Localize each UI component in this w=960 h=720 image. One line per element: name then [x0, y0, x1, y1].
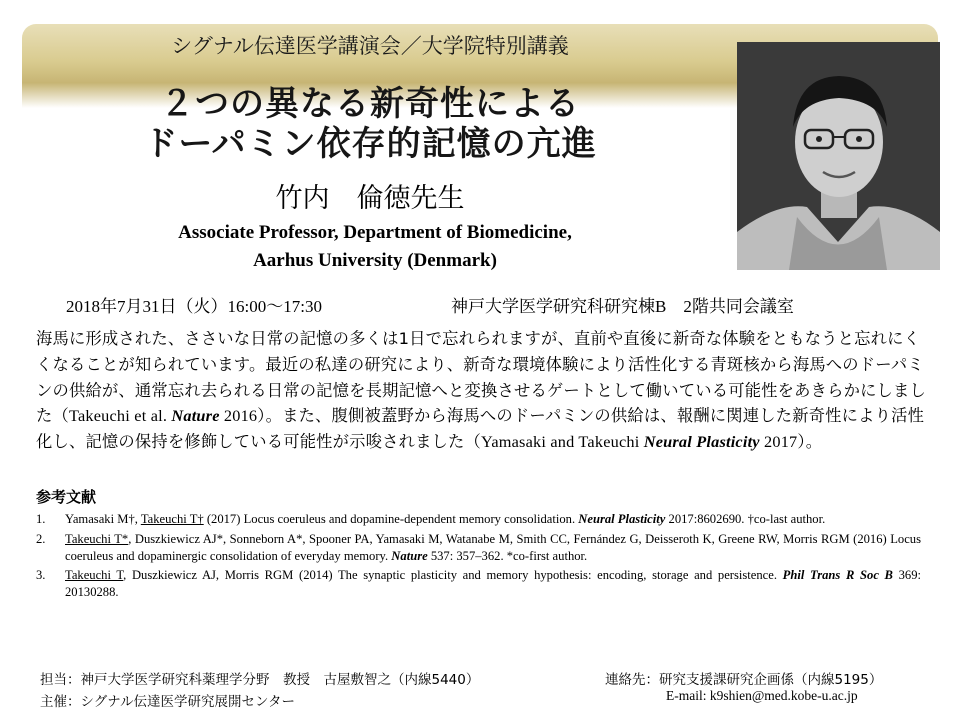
- reference-tail: 2017:8602690. †co-last author.: [665, 512, 826, 526]
- citation2-authors: Yamasaki and Takeuchi: [481, 432, 644, 452]
- reference-item: [36, 531, 921, 565]
- series-title: シグナル伝達医学講演会／大学院特別講義: [171, 34, 569, 58]
- reference-body: (2017) Locus coeruleus and dopamine-dependent memory consolidation.: [203, 512, 579, 526]
- reference-self-author: Takeuchi T†: [140, 512, 204, 526]
- event-venue: 神戸大学医学研究科研究棟B 2階共同会議室: [451, 297, 794, 316]
- references-heading: 参考文献: [36, 488, 97, 506]
- reference-authors: Yamasaki M†,: [65, 512, 141, 526]
- reference-number: 3.: [36, 568, 46, 583]
- reference-tail: 369: 20130288.: [65, 568, 921, 600]
- reference-self-author: Takeuchi T: [65, 568, 124, 583]
- citation2-year: 2017: [759, 432, 798, 452]
- affiliation-line1: Associate Professor, Department of Biomedicine,: [178, 222, 572, 243]
- reference-item: [36, 511, 921, 528]
- reference-journal: Neural Plasticity: [578, 512, 666, 526]
- reference-item: [36, 567, 921, 601]
- reference-self-author: Takeuchi T*: [65, 531, 129, 546]
- speaker-portrait-image: [737, 42, 940, 270]
- contact-email[interactable]: E-mail: k9shien@med.kobe-u.ac.jp: [666, 688, 858, 703]
- lecture-title-line1: ２つの異なる新奇性による: [160, 84, 580, 124]
- lecture-title-line2: ドーパミン依存的記憶の亢進: [143, 124, 597, 164]
- affiliation-line2: Aarhus University (Denmark): [253, 250, 497, 271]
- event-datetime: 2018年7月31日（火）16:00～17:30: [66, 297, 322, 316]
- reference-number: 2.: [36, 531, 46, 546]
- reference-tail: 537: 357–362. *co-first author.: [427, 548, 588, 563]
- abstract-part2: ）。また、腹側被蓋野から海馬へのドーパミンの供給は、報酬に関連した新奇性により活性化し、記憶の保持を修飾している可能性が示唆されました（: [36, 406, 925, 452]
- references-list: [36, 511, 921, 604]
- contact-office: 連絡先：研究支援課研究企画係（内線5195）: [605, 672, 883, 688]
- reference-journal: Phil Trans R Soc B: [782, 568, 893, 583]
- abstract-text: [36, 326, 926, 455]
- citation2-journal: Neural Plasticity: [643, 432, 760, 452]
- speaker-photo: [737, 42, 940, 270]
- citation1-year: 2016: [219, 406, 258, 426]
- reference-number: 1.: [36, 512, 46, 526]
- organizer: 主催：シグナル伝達医学研究展開センター: [40, 694, 296, 710]
- abstract-part1: 海馬に形成された、ささいな日常の記憶の多くは1日で忘れられますが、直前や直後に新奇な体験をともなうと忘れにくくなることが知られています。最近の私達の研究により、新奇な環境体験により活性化する青斑核から海馬へのドーパミンの供給が、通常忘れ去られる日常の記憶を長期記憶へと変換させるゲートとして働いている可能性をあきらかにしました（: [36, 329, 926, 426]
- reference-body: , Duszkiewicz AJ, Morris RGM (2014) The synaptic plasticity and memory hypothesis: encoding, storage and persistence.: [123, 568, 783, 583]
- speaker-name: 竹内 倫徳先生: [275, 183, 465, 214]
- abstract-part3: ）。: [797, 432, 823, 452]
- citation1-journal: Nature: [171, 406, 220, 426]
- citation1-authors: Takeuchi et al.: [68, 406, 172, 426]
- reference-journal: Nature: [391, 548, 428, 563]
- contact-person: 担当：神戸大学医学研究科薬理学分野 教授 古屋敷智之（内線5440）: [40, 672, 480, 688]
- reference-body: , Duszkiewicz AJ*, Sonneborn A*, Spooner PA, Yamasaki M, Watanabe M, Smith CC, Fernández G, Deisseroth K, Greene RW, Morris RGM (2016) Locus coeruleus and dopaminergic consolidation of everyday memory.: [65, 531, 921, 563]
